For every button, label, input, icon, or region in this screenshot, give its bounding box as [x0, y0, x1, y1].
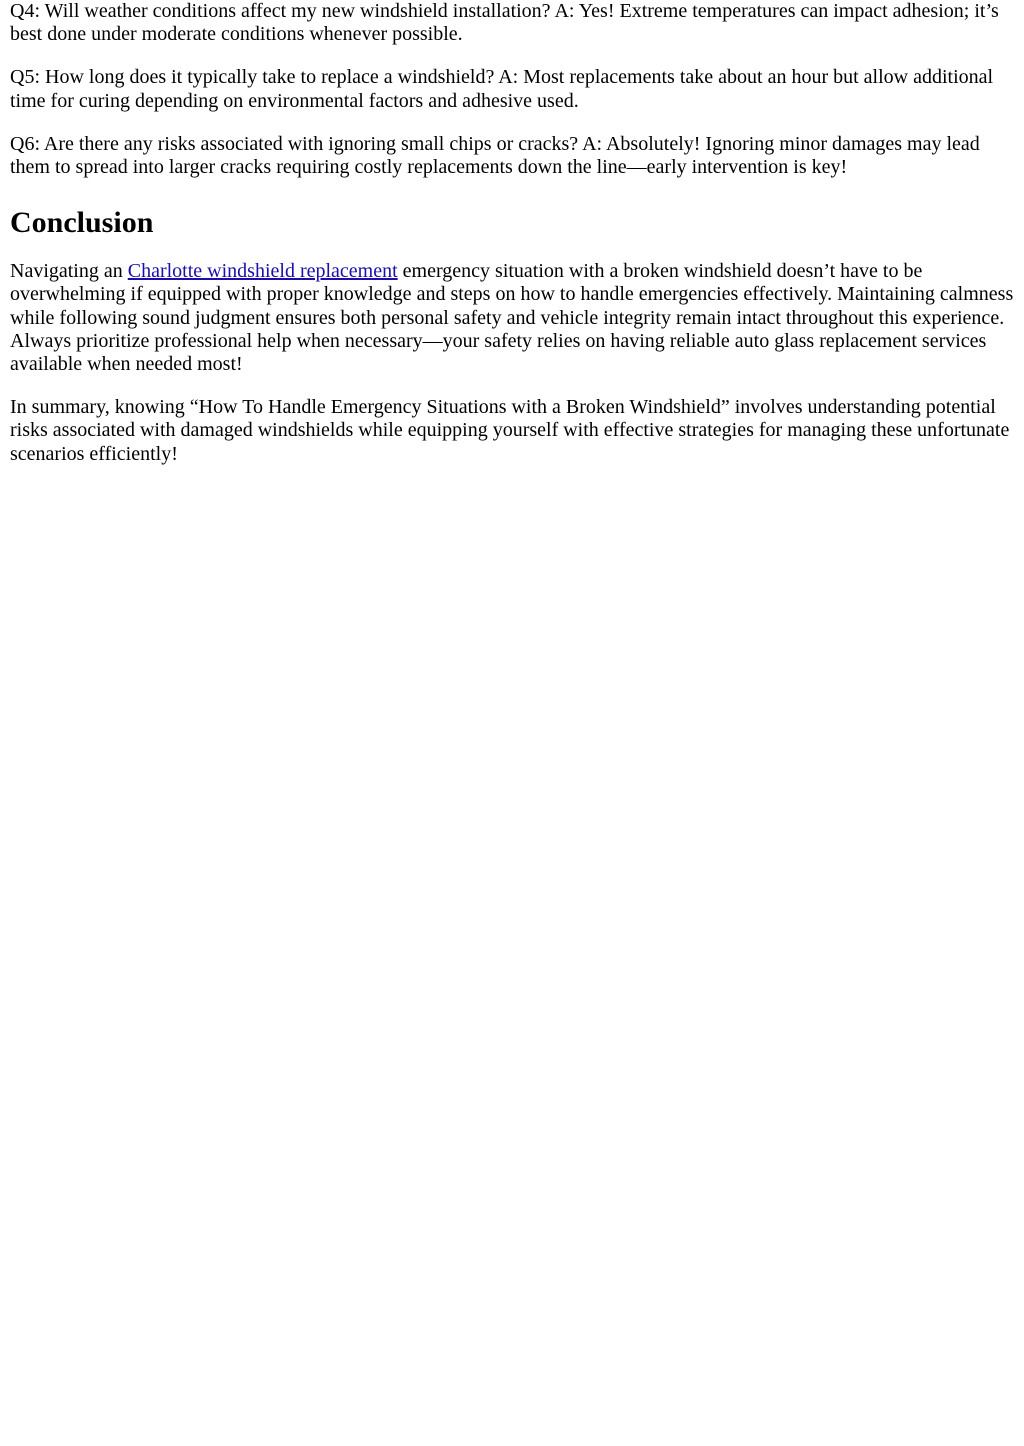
faq-item-q6: Q6: Are there any risks associated with ignoring small chips or cracks? A: Absolutely! Ignoring minor damages may lead them to spread into larger cracks requiring costly replacements down the line—early intervention is key! [10, 132, 980, 179]
conclusion-paragraph-2: In summary, knowing “How To Handle Emergency Situations with a Broken Windshield” involves understanding potential risks associated with damaged windshields while equipping yourself with effective strategies for managing these unfortunate scenarios efficiently! [10, 396, 1010, 465]
conclusion-text-before-link: Navigating an [10, 260, 128, 283]
charlotte-windshield-replacement-link[interactable]: Charlotte windshield replacement [127, 260, 398, 283]
conclusion-text-after-link: emergency situation with a broken windshield doesn’t have to be overwhelming if equipped with proper knowledge and steps on how to handle emergencies effectively. Maintaining calmness while following sound judgment ensures both personal safety and vehicle integrity remain intact throughout this experience. Always prioritize professional help when necessary—your safety relies on having reliable auto glass replacement services available when needed most! [10, 260, 1014, 376]
conclusion-heading: Conclusion [10, 206, 154, 240]
conclusion-paragraph-1 [10, 260, 1014, 376]
article-body [0, 0, 1024, 466]
faq-item-q5: Q5: How long does it typically take to replace a windshield? A: Most replacements take about an hour but allow additional time for curing depending on environmental factors and adhesive used. [10, 66, 994, 112]
faq-item-q4: Q4: Will weather conditions affect my new windshield installation? A: Yes! Extreme temperatures can impact adhesion; it’s best done under moderate conditions whenever possible. [10, 0, 999, 46]
